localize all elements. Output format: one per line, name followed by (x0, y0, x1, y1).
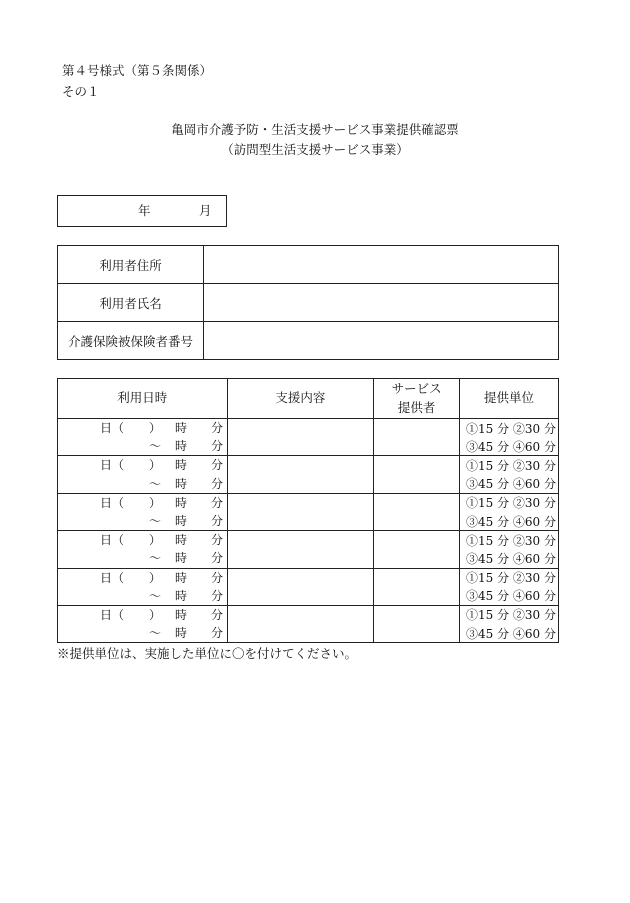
minute-label: 分 (211, 626, 224, 641)
unit-options-line1[interactable]: ①15 分 ②30 分 (459, 568, 558, 587)
service-row (58, 456, 559, 475)
info-row (58, 322, 559, 360)
paren-close-label: ） (149, 495, 162, 510)
unit-options-line1[interactable]: ①15 分 ②30 分 (459, 605, 558, 624)
support-content-field[interactable] (227, 531, 374, 568)
info-row (58, 284, 559, 322)
date-start-field[interactable] (58, 605, 228, 624)
info-label: 介護保険被保険者番号 (58, 322, 204, 360)
unit-options-line1[interactable]: ①15 分 ②30 分 (459, 456, 558, 475)
info-label: 利用者住所 (58, 246, 204, 284)
tilde-label: ～ (149, 514, 162, 529)
minute-label: 分 (211, 458, 224, 473)
info-row (58, 246, 559, 284)
minute-label: 分 (211, 439, 224, 454)
day-label: 日（ (100, 570, 125, 585)
unit-options-line2[interactable]: ③45 分 ④60 分 (459, 587, 558, 606)
paren-close-label: ） (149, 570, 162, 585)
unit-options-line2[interactable]: ③45 分 ④60 分 (459, 437, 558, 456)
month-label: 月 (199, 203, 212, 218)
paren-close-label: ） (149, 607, 162, 622)
year-month-box[interactable] (57, 195, 227, 227)
header-unit: 提供単位 (459, 379, 558, 419)
unit-options-line1[interactable]: ①15 分 ②30 分 (459, 493, 558, 512)
support-content-field[interactable] (227, 605, 374, 642)
tilde-label: ～ (149, 551, 162, 566)
tilde-label: ～ (149, 626, 162, 641)
header-content: 支援内容 (227, 379, 374, 419)
tilde-label: ～ (149, 476, 162, 491)
day-label: 日（ (100, 533, 125, 548)
minute-label: 分 (211, 476, 224, 491)
unit-options-line2[interactable]: ③45 分 ④60 分 (459, 549, 558, 568)
day-label: 日（ (100, 607, 125, 622)
service-row (58, 493, 559, 512)
unit-options-line2[interactable]: ③45 分 ④60 分 (459, 512, 558, 531)
minute-label: 分 (211, 514, 224, 529)
date-start-field[interactable] (58, 531, 228, 550)
hour-label: 時 (175, 588, 188, 603)
hour-label: 時 (175, 570, 188, 585)
date-end-field[interactable] (58, 512, 228, 531)
document-title: 亀岡市介護予防・生活支援サービス事業提供確認票 (171, 122, 459, 137)
service-row (58, 568, 559, 587)
hour-label: 時 (175, 607, 188, 622)
header-provider (374, 379, 460, 419)
paren-close-label: ） (149, 533, 162, 548)
date-start-field[interactable] (58, 456, 228, 475)
date-end-field[interactable] (58, 549, 228, 568)
hour-label: 時 (175, 439, 188, 454)
date-end-field[interactable] (58, 624, 228, 643)
year-label: 年 (138, 203, 151, 218)
info-value-field[interactable] (204, 322, 559, 360)
header-provider-line1: サービス (391, 380, 442, 396)
minute-label: 分 (211, 607, 224, 622)
support-content-field[interactable] (227, 493, 374, 530)
footnote: ※提供単位は、実施した単位に〇を付けてください。 (57, 646, 358, 661)
service-row (58, 531, 559, 550)
form-number: 第４号様式（第５条関係） (62, 63, 213, 78)
tilde-label: ～ (149, 439, 162, 454)
info-value-field[interactable] (204, 284, 559, 322)
unit-options-line2[interactable]: ③45 分 ④60 分 (459, 624, 558, 643)
info-label: 利用者氏名 (58, 284, 204, 322)
date-start-field[interactable] (58, 493, 228, 512)
day-label: 日（ (100, 495, 125, 510)
date-end-field[interactable] (58, 587, 228, 606)
hour-label: 時 (175, 476, 188, 491)
hour-label: 時 (175, 495, 188, 510)
hour-label: 時 (175, 458, 188, 473)
service-provider-field[interactable] (374, 493, 460, 530)
minute-label: 分 (211, 533, 224, 548)
support-content-field[interactable] (227, 456, 374, 493)
service-table (57, 378, 559, 643)
service-row (58, 605, 559, 624)
day-label: 日（ (100, 421, 125, 436)
date-start-field[interactable] (58, 568, 228, 587)
minute-label: 分 (211, 495, 224, 510)
service-provider-field[interactable] (374, 531, 460, 568)
hour-label: 時 (175, 514, 188, 529)
minute-label: 分 (211, 588, 224, 603)
minute-label: 分 (211, 570, 224, 585)
minute-label: 分 (211, 421, 224, 436)
support-content-field[interactable] (227, 568, 374, 605)
hour-label: 時 (175, 551, 188, 566)
paren-close-label: ） (149, 458, 162, 473)
day-label: 日（ (100, 458, 125, 473)
hour-label: 時 (175, 533, 188, 548)
minute-label: 分 (211, 551, 224, 566)
service-provider-field[interactable] (374, 605, 460, 642)
header-date: 利用日時 (58, 379, 228, 419)
hour-label: 時 (175, 421, 188, 436)
service-provider-field[interactable] (374, 419, 460, 456)
unit-options-line1[interactable]: ①15 分 ②30 分 (459, 419, 558, 438)
unit-options-line1[interactable]: ①15 分 ②30 分 (459, 531, 558, 550)
info-value-field[interactable] (204, 246, 559, 284)
user-info-table (57, 245, 559, 360)
unit-options-line2[interactable]: ③45 分 ④60 分 (459, 475, 558, 494)
date-end-field[interactable] (58, 437, 228, 456)
tilde-label: ～ (149, 588, 162, 603)
service-row (58, 419, 559, 438)
support-content-field[interactable] (227, 419, 374, 456)
service-provider-field[interactable] (374, 456, 460, 493)
paren-close-label: ） (149, 421, 162, 436)
hour-label: 時 (175, 626, 188, 641)
date-start-field[interactable] (58, 419, 228, 438)
sub-number: その１ (62, 84, 100, 99)
service-provider-field[interactable] (374, 568, 460, 605)
header-provider-line2: 提供者 (397, 399, 436, 415)
date-end-field[interactable] (58, 475, 228, 494)
document-subtitle: （訪問型生活支援サービス事業） (221, 142, 409, 157)
